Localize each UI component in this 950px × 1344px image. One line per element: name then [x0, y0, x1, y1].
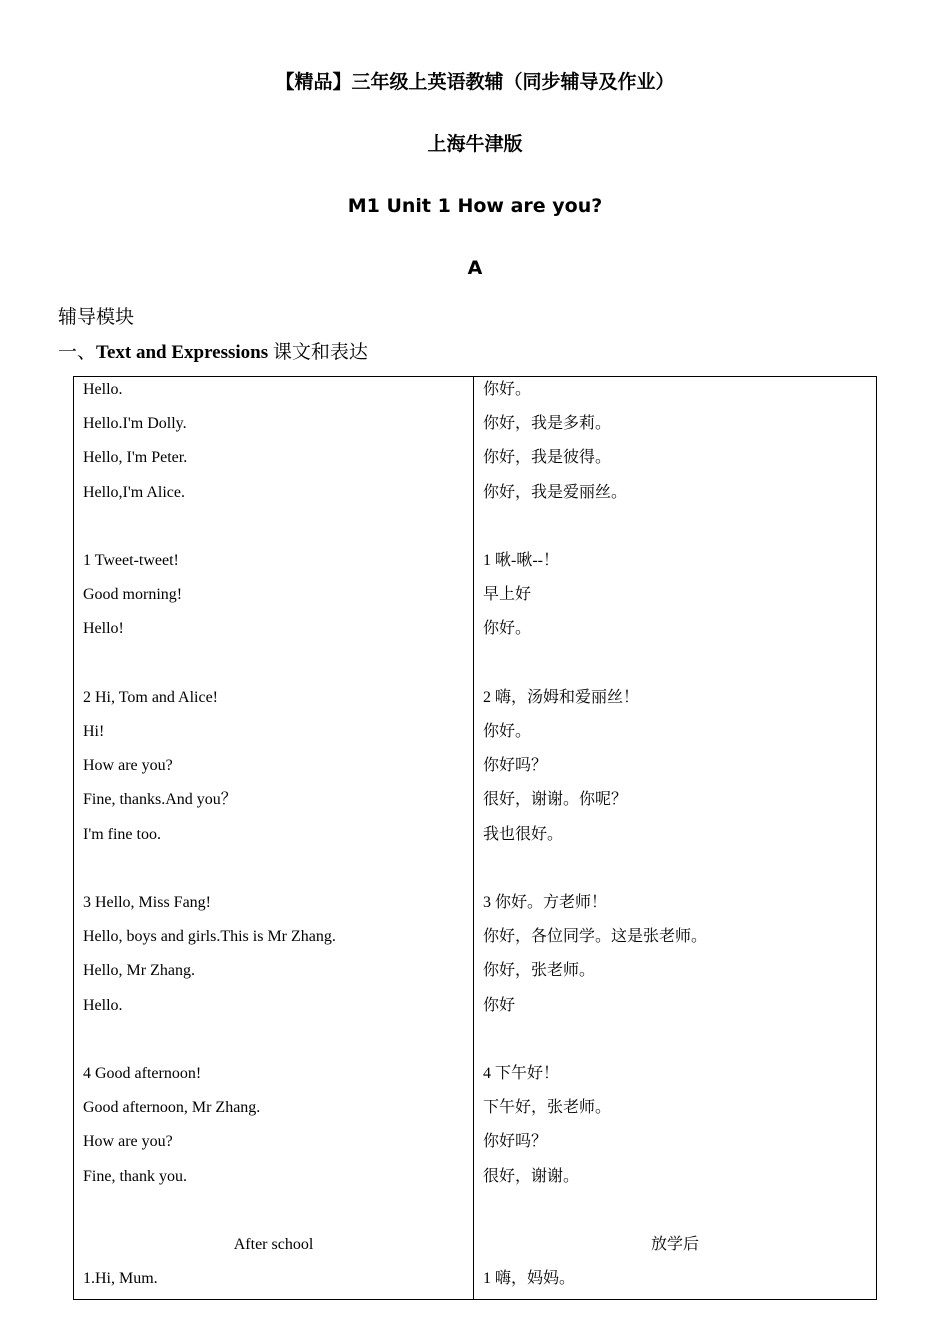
english-line: 2 Hi, Tom and Alice! — [83, 688, 219, 706]
english-line: Hello! — [83, 620, 124, 638]
chinese-line: 你好，我是彼得。 — [483, 449, 612, 467]
chinese-line: 4 下午好！ — [483, 1065, 560, 1082]
chinese-line: 你好 — [483, 996, 516, 1014]
chinese-line: 下午好，张老师。 — [483, 1099, 612, 1117]
chinese-line: 你好。 — [483, 620, 532, 638]
chinese-line: 你好，各位同学。这是张老师。 — [483, 928, 708, 946]
english-line: Hello,I'm Alice. — [83, 483, 185, 501]
chinese-line: 放学后 — [650, 1236, 699, 1253]
chinese-line: 3 你好。方老师！ — [483, 894, 608, 911]
document-title: 【精品】三年级上英语教辅（同步辅导及作业） — [275, 71, 675, 93]
english-line: Hello. — [83, 381, 123, 398]
section-title-cn: 课文和表达 — [272, 342, 368, 363]
english-line: Hello. — [83, 996, 123, 1014]
module-label: 辅导模块 — [58, 307, 135, 328]
chinese-line: 你好，张老师。 — [483, 962, 596, 980]
english-line: 1.Hi, Mum. — [83, 1270, 158, 1288]
chinese-column — [474, 377, 876, 1299]
english-line: 4 Good afternoon! — [83, 1065, 202, 1082]
section-prefix: 一、 — [58, 342, 97, 363]
english-line: After school — [233, 1236, 314, 1253]
english-line: Fine, thanks.And you？ — [83, 791, 237, 809]
english-column — [74, 377, 474, 1299]
chinese-line: 你好，我是多莉。 — [483, 415, 612, 433]
english-line: How are you? — [83, 757, 173, 775]
english-line: Good afternoon, Mr Zhang. — [83, 1099, 261, 1117]
english-line: How are you? — [83, 1133, 173, 1151]
english-line: Hello, Mr Zhang. — [83, 962, 195, 980]
section-title-en: Text and Expressions — [96, 342, 269, 363]
english-line: 3 Hello, Miss Fang! — [83, 894, 211, 911]
chinese-line: 你好。 — [483, 723, 532, 740]
unit-title: M1 Unit 1 How are you? — [347, 195, 603, 217]
edition-label: 上海牛津版 — [427, 133, 523, 155]
english-line: I'm fine too. — [83, 825, 161, 843]
english-line: Hello, boys and girls.This is Mr Zhang. — [83, 928, 336, 946]
english-line: Fine, thank you. — [83, 1167, 187, 1185]
chinese-line: 我也很好。 — [483, 825, 564, 843]
english-line: Good morning! — [83, 586, 183, 604]
english-line: 1 Tweet-tweet! — [83, 552, 179, 569]
english-line: Hello.I'm Dolly. — [83, 415, 187, 433]
chinese-line: 很好，谢谢。 — [483, 1167, 580, 1185]
part-label: A — [467, 257, 483, 279]
text-expressions-table — [73, 376, 877, 1300]
chinese-line: 早上好 — [483, 586, 532, 604]
chinese-line: 你好吗？ — [483, 757, 548, 775]
chinese-line: 你好，我是爱丽丝。 — [483, 483, 628, 501]
english-line: Hello, I'm Peter. — [83, 449, 188, 467]
chinese-line: 1 嗨，妈妈。 — [483, 1270, 576, 1288]
section-heading — [58, 341, 368, 365]
chinese-line: 1 啾-啾--！ — [483, 552, 559, 569]
chinese-line: 你好吗？ — [483, 1133, 548, 1151]
english-line: Hi! — [83, 723, 105, 740]
chinese-line: 很好，谢谢。你呢？ — [483, 791, 628, 809]
chinese-line: 2 嗨，汤姆和爱丽丝！ — [483, 688, 640, 706]
chinese-line: 你好。 — [483, 381, 532, 398]
